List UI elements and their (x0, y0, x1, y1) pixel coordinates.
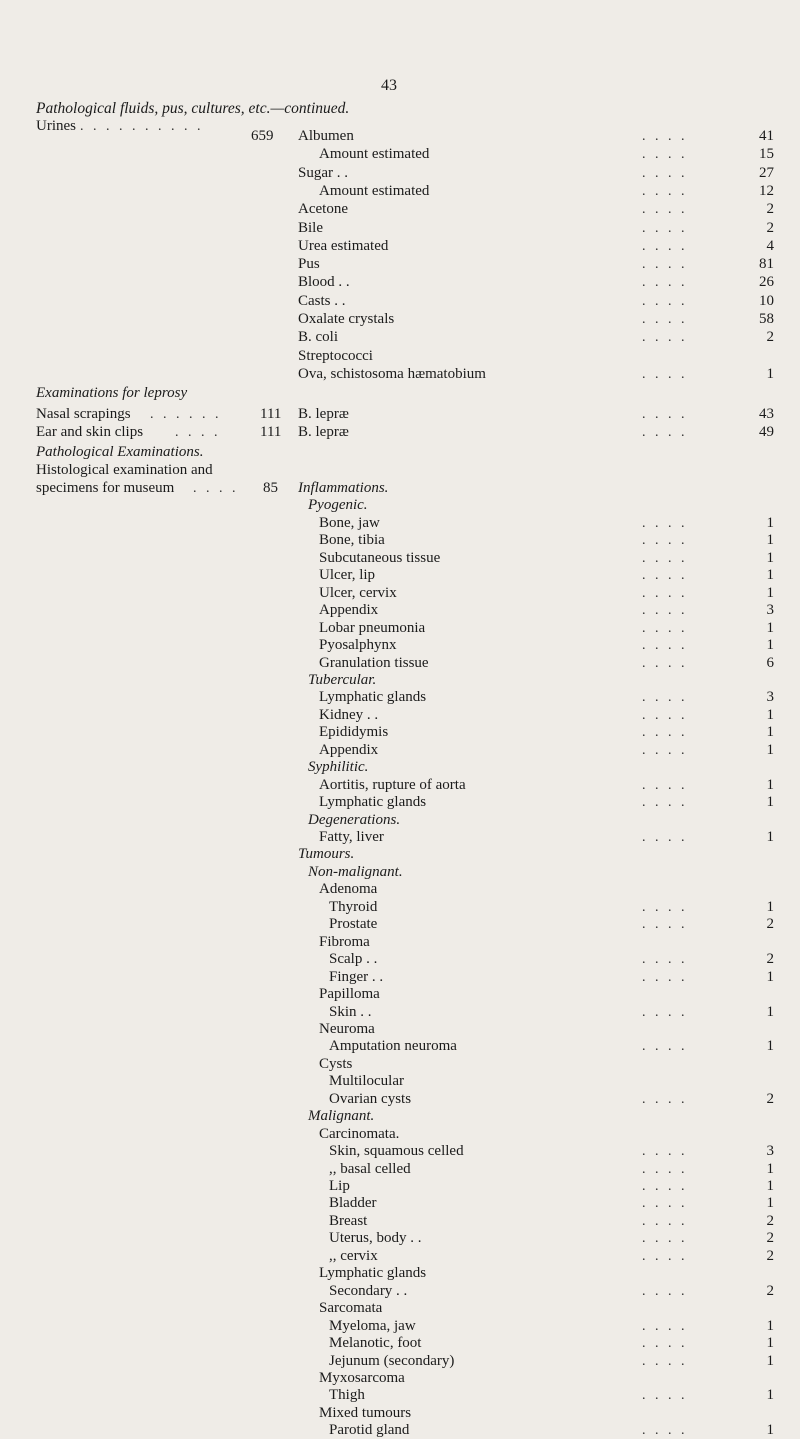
row-value: 1 (766, 1160, 774, 1177)
row-label: Inflammations. (298, 480, 389, 496)
row-leader: . . . . (642, 293, 688, 309)
row-leader: . . . . (642, 366, 688, 382)
row-label: Papilloma (319, 986, 380, 1003)
row-value: 1 (766, 1038, 774, 1055)
row-label: Lymphatic glands (319, 1265, 427, 1282)
row-value: 1 (766, 706, 774, 723)
urines-leader: . . . . . . . . . . (80, 119, 204, 134)
row-label: Fibroma (319, 933, 370, 950)
row-label: Blood . . (298, 274, 350, 291)
row-value: 27 (759, 164, 774, 181)
row-leader: . . . . (642, 1004, 688, 1020)
row-label: Ovarian cysts (329, 1090, 412, 1107)
urines-label: Urines (36, 118, 76, 134)
row-value: 2 (766, 951, 774, 968)
row-label: B. coli (298, 329, 338, 346)
row-leader: . . . . (642, 407, 688, 422)
row-leader: . . . . (642, 425, 688, 440)
row-value: 1 (766, 1195, 774, 1212)
row-label: Jejunum (secondary) (329, 1352, 455, 1369)
row-leader: . . . . (642, 238, 688, 254)
row-value: 1 (766, 898, 774, 915)
row-label: Kidney . . (319, 706, 379, 723)
row-label: ,, cervix (329, 1247, 378, 1264)
row-label: Tubercular. (308, 671, 377, 688)
row-label: Mixed tumours (319, 1404, 412, 1421)
row-value: 2 (766, 1212, 774, 1229)
row-value: 49 (759, 424, 774, 440)
row-label: Sugar . . (298, 164, 348, 181)
row-label: Carcinomata. (319, 1125, 400, 1142)
row-label: Ulcer, lip (319, 567, 376, 584)
row-leader: . . . . (642, 620, 688, 636)
row-label: Pyogenic. (308, 497, 368, 514)
row-value: 1 (766, 724, 774, 741)
row-label: B. lepræ (298, 406, 349, 422)
urines-count: 659 (251, 128, 274, 144)
row-value: 3 (766, 1143, 774, 1160)
histo-leader: . . . . (193, 481, 239, 496)
row-label: Myeloma, jaw (329, 1317, 416, 1334)
row-label: Lymphatic glands (319, 794, 427, 811)
row-label: Multilocular (329, 1073, 404, 1090)
row-leader: . . . . (642, 220, 688, 236)
row-label: Granulation tissue (319, 654, 429, 671)
row-value: 2 (766, 201, 774, 218)
nasal-count: 111 (260, 406, 282, 422)
section-heading: Pathological fluids, pus, cultures, etc.—continued. (36, 100, 350, 117)
row-leader: . . . . (642, 275, 688, 291)
nasal-leader: . . . . . . (150, 407, 222, 422)
row-value: 1 (766, 968, 774, 985)
row-value: 4 (766, 237, 774, 254)
ear-count: 111 (260, 424, 282, 440)
row-label: Urea estimated (298, 237, 389, 254)
row-value: 1 (766, 584, 774, 601)
row-label: B. lepræ (298, 424, 349, 440)
row-leader: . . . . (642, 1318, 688, 1334)
row-leader: . . . . (642, 550, 688, 566)
row-leader: . . . . (642, 603, 688, 619)
row-label: Scalp . . (329, 951, 378, 968)
row-label: Albumen (298, 128, 354, 144)
row-leader: . . . . (642, 183, 688, 199)
row-leader: . . . . (642, 707, 688, 723)
row-value: 1 (766, 1003, 774, 1020)
row-label: Ulcer, cervix (319, 584, 397, 601)
row-leader: . . . . (642, 638, 688, 654)
ear-leader: . . . . (175, 425, 221, 440)
row-leader: . . . . (642, 1283, 688, 1299)
row-label: Thyroid (329, 898, 378, 915)
row-leader: . . . . (642, 1179, 688, 1194)
row-leader: . . . . (642, 742, 688, 758)
row-leader: . . . . (642, 533, 688, 549)
row-leader: . . . . (642, 917, 688, 933)
row-value: 1 (766, 741, 774, 758)
row-label: Uterus, body . . (329, 1230, 422, 1247)
row-label: Amount estimated (319, 182, 430, 199)
row-value: 1 (766, 567, 774, 584)
row-leader: . . . . (642, 202, 688, 218)
row-value: 1 (766, 794, 774, 811)
row-label: Cysts (319, 1055, 353, 1072)
row-leader: . . . . (642, 1231, 688, 1247)
row-label: Ova, schistosoma hæmatobium (298, 365, 486, 382)
row-value: 2 (766, 1090, 774, 1107)
row-label: Subcutaneous tissue (319, 549, 441, 566)
row-leader: . . . . (642, 899, 688, 915)
row-value: 2 (766, 916, 774, 933)
row-leader: . . . . (642, 1336, 688, 1352)
row-leader: . . . . (642, 1161, 688, 1177)
row-label: Myxosarcoma (319, 1369, 405, 1386)
row-leader: . . . . (642, 1353, 688, 1369)
row-value: 2 (766, 329, 774, 346)
row-leader: . . . . (642, 1091, 688, 1107)
row-value: 1 (766, 619, 774, 636)
row-value: 3 (766, 602, 774, 619)
histo-count: 85 (263, 480, 278, 496)
row-leader: . . . . (642, 1144, 688, 1160)
row-leader: . . . . (642, 330, 688, 346)
ear-label: Ear and skin clips (36, 424, 144, 440)
row-leader: . . . . (642, 969, 688, 985)
row-leader: . . . . (642, 830, 688, 845)
row-value: 10 (759, 292, 774, 309)
row-label: Non-malignant. (308, 863, 403, 880)
histo-line2: specimens for museum (36, 480, 175, 496)
row-label: Appendix (319, 741, 379, 758)
row-value: 1 (766, 1335, 774, 1352)
row-label: Lymphatic glands (319, 689, 427, 706)
row-value: 15 (759, 146, 774, 163)
row-leader: . . . . (642, 1423, 688, 1439)
row-value: 1 (766, 1387, 774, 1404)
row-label: Malignant. (308, 1108, 375, 1125)
row-label: Amputation neuroma (329, 1038, 457, 1055)
row-leader: . . . . (642, 585, 688, 601)
row-leader: . . . . (642, 1388, 688, 1404)
row-leader: . . . . (642, 568, 688, 584)
row-value: 2 (766, 1282, 774, 1299)
row-label: Streptococci (298, 347, 373, 364)
row-label: Degenerations. (308, 811, 401, 828)
row-label: Finger . . (329, 968, 384, 985)
row-leader: . . . . (642, 952, 688, 968)
row-label: Melanotic, foot (329, 1335, 422, 1352)
row-leader: . . . . (642, 129, 688, 144)
path-heading: Pathological Examinations. (36, 444, 204, 460)
row-value: 1 (766, 549, 774, 566)
row-leader: . . . . (642, 655, 688, 671)
page-number: 43 (381, 77, 397, 94)
row-label: Thigh (329, 1387, 365, 1404)
row-value: 2 (766, 219, 774, 236)
row-label: Bone, tibia (319, 532, 385, 549)
leprosy-heading: Examinations for leprosy (36, 385, 188, 401)
row-value: 3 (766, 689, 774, 706)
row-leader: . . . . (642, 690, 688, 706)
row-leader: . . . . (642, 1196, 688, 1212)
row-label: Amount estimated (319, 146, 430, 163)
row-value: 2 (766, 1247, 774, 1264)
row-label: Lobar pneumonia (319, 619, 426, 636)
row-label: Appendix (319, 602, 379, 619)
row-value: 1 (766, 1317, 774, 1334)
row-label: Tumours. (298, 846, 355, 863)
row-leader: . . . . (642, 312, 688, 327)
nasal-label: Nasal scrapings (36, 406, 131, 422)
row-value: 1 (766, 1178, 774, 1194)
row-value: 1 (766, 1352, 774, 1369)
row-value: 43 (759, 406, 774, 422)
row-label: Oxalate crystals (298, 311, 395, 327)
row-leader: . . . . (642, 515, 688, 531)
row-leader: . . . . (642, 777, 688, 793)
row-label: Breast (329, 1212, 368, 1229)
row-label: Aortitis, rupture of aorta (319, 776, 466, 793)
row-label: Neuroma (319, 1020, 375, 1037)
row-label: Pyosalphynx (319, 637, 397, 654)
row-value: 58 (759, 311, 774, 327)
row-value: 6 (766, 654, 774, 671)
row-label: Syphilitic. (308, 759, 369, 776)
row-label: Fatty, liver (319, 829, 384, 845)
row-leader: . . . . (642, 1248, 688, 1264)
row-label: Sarcomata (319, 1300, 383, 1317)
row-label: Lip (329, 1178, 350, 1194)
row-leader: . . . . (642, 1039, 688, 1055)
row-value: 12 (759, 182, 774, 199)
histo-line1: Histological examination and (36, 462, 213, 478)
row-leader: . . . . (642, 795, 688, 811)
row-value: 1 (766, 1422, 774, 1439)
row-leader: . . . . (642, 1213, 688, 1229)
row-value: 26 (759, 274, 774, 291)
row-label: Acetone (298, 201, 348, 218)
row-value: 1 (766, 365, 774, 382)
row-label: Bile (298, 219, 323, 236)
row-label: Skin, squamous celled (329, 1143, 464, 1160)
row-label: Skin . . (329, 1003, 372, 1020)
row-value: 1 (766, 532, 774, 549)
row-label: Casts . . (298, 292, 346, 309)
row-value: 1 (766, 776, 774, 793)
row-value: 1 (766, 637, 774, 654)
row-label: Bladder (329, 1195, 377, 1212)
row-value: 2 (766, 1230, 774, 1247)
row-label: Epididymis (319, 724, 389, 741)
row-label: Secondary . . (329, 1282, 408, 1299)
row-label: ,, basal celled (329, 1160, 411, 1177)
row-value: 1 (766, 514, 774, 531)
row-leader: . . . . (642, 725, 688, 741)
row-label: Parotid gland (329, 1422, 410, 1439)
row-leader: . . . . (642, 257, 688, 273)
row-value: 81 (759, 256, 774, 273)
row-leader: . . . . (642, 147, 688, 163)
row-value: 41 (759, 128, 774, 144)
row-leader: . . . . (642, 165, 688, 181)
row-label: Prostate (329, 916, 378, 933)
row-value: 1 (766, 829, 774, 845)
row-label: Bone, jaw (319, 514, 380, 531)
row-label: Adenoma (319, 881, 378, 898)
row-label: Pus (298, 256, 320, 273)
